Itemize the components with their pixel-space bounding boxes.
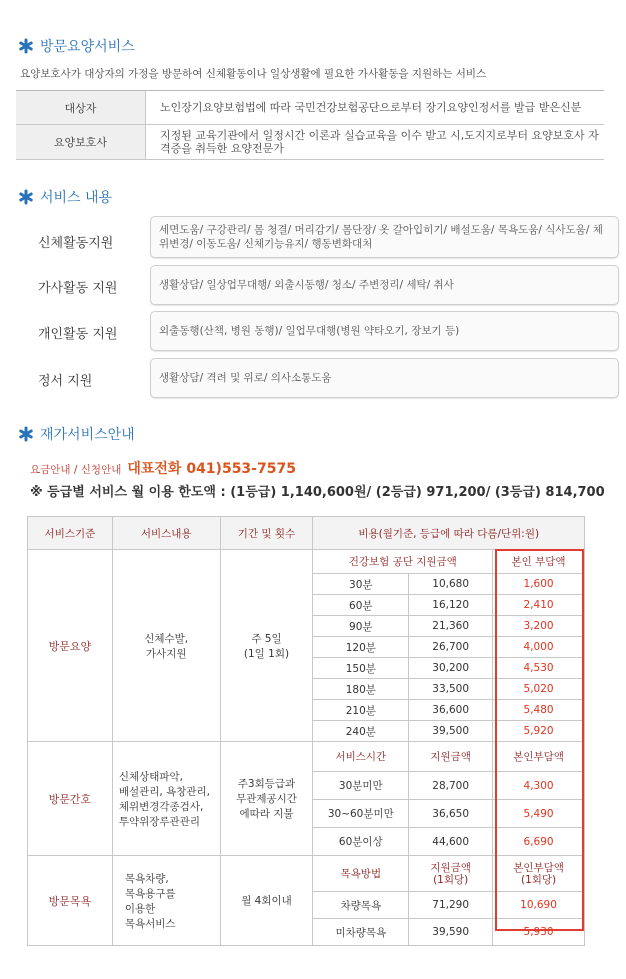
asterisk-icon xyxy=(18,426,34,442)
column-header: 서비스내용 xyxy=(112,517,220,550)
section-title-service-content: 서비스 내용 xyxy=(18,187,112,207)
column-header: 비용(월기준, 등급에 따라 다름/단위:원) xyxy=(313,517,585,550)
subheader-cell: 목욕방법 xyxy=(313,856,409,892)
self-pay-cell: 5,920 xyxy=(493,721,585,742)
section-title-visiting-care: 방문요양서비스 xyxy=(18,36,135,56)
phone-number: 대표전화 041)553-7575 xyxy=(127,461,296,477)
support-cell: 36,650 xyxy=(409,800,493,828)
subheader-cell: 건강보험 공단 지원금액 xyxy=(313,550,493,574)
monthly-limit-note: ※ 등급별 서비스 월 이용 한도액 : (1등급) 1,140,600원/ (2등급) 971,200/ (3등급) 814,700 xyxy=(30,485,605,500)
service-desc-box: 외출동행(산책, 병원 동행)/ 일업무대행(병원 약타오기, 장보기 등) xyxy=(150,311,619,351)
self-pay-cell: 5,490 xyxy=(493,800,585,828)
definition-head: 요양보호사 xyxy=(16,125,146,159)
section-title-home-service: 재가서비스안내 xyxy=(18,424,135,444)
column-header: 서비스기준 xyxy=(28,517,113,550)
service-desc-box: 생활상담/ 격려 및 위로/ 의사소통도움 xyxy=(150,358,619,398)
time-cell: 30분 xyxy=(313,574,409,595)
support-cell: 28,700 xyxy=(409,772,493,800)
self-pay-cell: 6,690 xyxy=(493,828,585,856)
support-cell: 36,600 xyxy=(409,700,493,721)
fee-table xyxy=(27,516,585,946)
self-pay-cell: 10,690 xyxy=(493,892,585,919)
support-cell: 44,600 xyxy=(409,828,493,856)
subheader-cell: 본인부담액 xyxy=(493,742,585,772)
service-label: 신체활동지원 xyxy=(38,236,114,251)
period-cell: 월 4회이내 xyxy=(220,856,313,946)
time-cell: 90분 xyxy=(313,616,409,637)
time-cell: 30~60분미만 xyxy=(313,800,409,828)
period-cell: 주 5일 (1일 1회) xyxy=(220,550,313,742)
self-pay-cell: 5,480 xyxy=(493,700,585,721)
content-cell: 목욕차량, 목욕용구를 이용한 목욕서비스 xyxy=(112,856,220,946)
definition-row-target xyxy=(16,91,604,125)
definition-head: 대상자 xyxy=(16,91,146,124)
subheader-cell: 서비스시간 xyxy=(313,742,409,772)
self-pay-cell: 4,300 xyxy=(493,772,585,800)
time-cell: 60분이상 xyxy=(313,828,409,856)
subheader-cell: 지원금액 (1회당) xyxy=(409,856,493,892)
support-cell: 39,500 xyxy=(409,721,493,742)
service-desc-box: 생활상담/ 일상업무대행/ 외출시동행/ 청소/ 주변정리/ 세탁/ 취사 xyxy=(150,265,619,305)
fee-inquiry-label: 요금안내 / 신청안내 xyxy=(30,464,122,476)
service-desc-box: 세면도움/ 구강관리/ 몸 청결/ 머리감기/ 몸단장/ 옷 갈아입히기/ 배설도움/ 목욕도움/ 식사도움/ 체위변경/ 이동도움/ 신체기능유지/ 행동변화대처 xyxy=(150,216,619,258)
support-cell: 21,360 xyxy=(409,616,493,637)
time-cell: 210분 xyxy=(313,700,409,721)
time-cell: 150분 xyxy=(313,658,409,679)
support-cell: 30,200 xyxy=(409,658,493,679)
fee-table-header-row xyxy=(28,517,585,550)
period-cell: 주3회등급과 무관제공시간 에따라 지불 xyxy=(220,742,313,856)
self-pay-cell: 4,000 xyxy=(493,637,585,658)
definition-body: 노인장기요양보험법에 따라 국민건강보험공단으로부터 장기요양인정서를 발급 받은신분 xyxy=(160,101,582,114)
service-label: 정서 지원 xyxy=(38,374,93,389)
content-cell: 신체상태파악, 배설관리, 욕창관리, 체위변경각종검사, 투약위장루관관리 xyxy=(112,742,220,856)
support-cell: 33,500 xyxy=(409,679,493,700)
definition-row-caregiver xyxy=(16,125,604,160)
support-cell: 26,700 xyxy=(409,637,493,658)
time-cell: 미차량목욕 xyxy=(313,919,409,946)
contact-line xyxy=(30,458,296,478)
asterisk-icon xyxy=(18,38,34,54)
category-cell: 방문목욕 xyxy=(28,856,113,946)
self-pay-cell: 1,600 xyxy=(493,574,585,595)
time-cell: 120분 xyxy=(313,637,409,658)
service-label: 개인활동 지원 xyxy=(38,327,118,342)
service-label: 가사활동 지원 xyxy=(38,281,118,296)
subheader-cell: 지원금액 xyxy=(409,742,493,772)
category-cell: 방문간호 xyxy=(28,742,113,856)
content-cell: 신체수발, 가사지원 xyxy=(112,550,220,742)
time-cell: 60분 xyxy=(313,595,409,616)
support-cell: 10,680 xyxy=(409,574,493,595)
time-cell: 30분미만 xyxy=(313,772,409,800)
support-cell: 39,590 xyxy=(409,919,493,946)
time-cell: 240분 xyxy=(313,721,409,742)
self-pay-cell: 5,930 xyxy=(493,919,585,946)
table-row xyxy=(28,742,585,772)
asterisk-icon xyxy=(18,189,34,205)
support-cell: 16,120 xyxy=(409,595,493,616)
visiting-care-definition-table xyxy=(16,90,604,160)
subheader-cell: 본인부담액 (1회당) xyxy=(493,856,585,892)
column-header: 기간 및 횟수 xyxy=(220,517,313,550)
self-pay-cell: 4,530 xyxy=(493,658,585,679)
time-cell: 차량목욕 xyxy=(313,892,409,919)
table-row xyxy=(28,550,585,574)
category-cell: 방문요양 xyxy=(28,550,113,742)
support-cell: 71,290 xyxy=(409,892,493,919)
subheader-cell: 본인 부담액 xyxy=(493,550,585,574)
definition-body: 지정된 교육기관에서 일정시간 이론과 실습교육을 이수 받고 시,도지지로부터 요양보호사 자격증을 취득한 요양전문가 xyxy=(160,129,599,155)
self-pay-cell: 2,410 xyxy=(493,595,585,616)
time-cell: 180분 xyxy=(313,679,409,700)
self-pay-cell: 5,020 xyxy=(493,679,585,700)
table-row xyxy=(28,856,585,892)
visiting-care-intro: 요양보호사가 대상자의 가정을 방문하여 신체활동이나 일상생활에 필요한 가사활동을 지원하는 서비스 xyxy=(20,68,487,80)
self-pay-cell: 3,200 xyxy=(493,616,585,637)
